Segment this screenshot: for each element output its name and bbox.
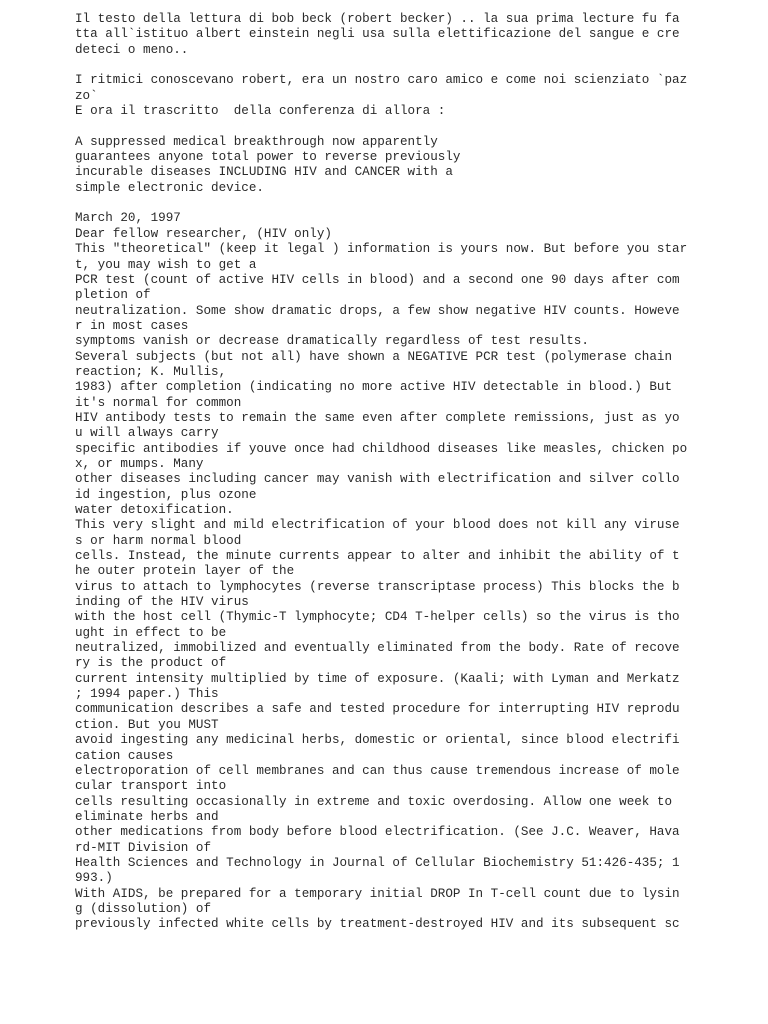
text-line: ry is the product of — [75, 656, 227, 671]
text-line: with the host cell (Thymic-T lymphocyte; CD4 T-helper cells) so the virus is tho — [75, 610, 680, 625]
text-line: avoid ingesting any medicinal herbs, domestic or oriental, since blood electrifi — [75, 733, 680, 748]
text-line: cation causes — [75, 748, 174, 763]
text-line: symptoms vanish or decrease dramatically regardless of test results. — [75, 334, 589, 349]
text-line: current intensity multiplied by time of exposure. (Kaali; with Lyman and Merkatz — [75, 671, 680, 686]
text-line: Several subjects (but not all) have shown a NEGATIVE PCR test (polymerase chain — [75, 349, 673, 364]
text-line: u will always carry — [75, 426, 219, 441]
text-line: other diseases including cancer may vanish with electrification and silver collo — [75, 472, 680, 487]
text-line: With AIDS, be prepared for a temporary initial DROP In T-cell count due to lysin — [75, 886, 680, 901]
text-line: specific antibodies if youve once had childhood diseases like measles, chicken po — [75, 441, 688, 456]
text-line: virus to attach to lymphocytes (reverse transcriptase process) This blocks the b — [75, 579, 680, 594]
text-line: eliminate herbs and — [75, 809, 219, 824]
text-line: other medications from body before blood electrification. (See J.C. Weaver, Hava — [75, 825, 680, 840]
text-line: Dear fellow researcher, (HIV only) — [75, 226, 332, 241]
text-line: 993.) — [75, 871, 113, 886]
text-line: Il testo della lettura di bob beck (robert becker) .. la sua prima lecture fu fa — [75, 12, 680, 26]
blank-line — [75, 119, 755, 134]
text-line: id ingestion, plus ozone — [75, 487, 257, 502]
text-line: communication describes a safe and tested procedure for interrupting HIV reprodu — [75, 702, 680, 717]
text-line: guarantees anyone total power to reverse previously — [75, 150, 461, 165]
text-line: cells. Instead, the minute currents appear to alter and inhibit the ability of t — [75, 549, 680, 564]
text-line: simple electronic device. — [75, 180, 264, 195]
blank-line — [75, 58, 755, 73]
text-line: cular transport into — [75, 779, 227, 794]
text-line: it's normal for common — [75, 395, 242, 410]
text-line: E ora il trascritto della conferenza di allora : — [75, 104, 446, 119]
text-line: This "theoretical" (keep it legal ) information is yours now. But before you star — [75, 242, 688, 257]
text-line: zo` — [75, 88, 98, 103]
text-line: s or harm normal blood — [75, 533, 242, 548]
text-line: ught in effect to be — [75, 625, 227, 640]
text-line: r in most cases — [75, 318, 189, 333]
text-line: tta all`istituo albert einstein negli usa sulla elettificazione del sangue e cre — [75, 27, 680, 42]
text-line: water detoxification. — [75, 503, 234, 517]
text-line: HIV antibody tests to remain the same even after complete remissions, just as yo — [75, 410, 680, 425]
text-line: 1983) after completion (indicating no more active HIV detectable in blood.) But — [75, 380, 673, 395]
blank-line — [75, 196, 755, 211]
text-line: Health Sciences and Technology in Journal of Cellular Biochemistry 51:426-435; 1 — [75, 855, 680, 870]
text-line: ; 1994 paper.) This — [75, 687, 219, 702]
text-line: A suppressed medical breakthrough now apparently — [75, 134, 438, 149]
text-line: he outer protein layer of the — [75, 564, 295, 579]
text-line: neutralization. Some show dramatic drops, a few show negative HIV counts. Howeve — [75, 303, 680, 318]
text-line: March 20, 1997 — [75, 211, 181, 226]
text-line: rd-MIT Division of — [75, 840, 212, 855]
text-line: I ritmici conoscevano robert, era un nostro caro amico e come noi scienziato `paz — [75, 73, 688, 88]
text-line: t, you may wish to get a — [75, 257, 257, 272]
text-line: incurable diseases INCLUDING HIV and CANCER with a — [75, 165, 453, 180]
text-line: This very slight and mild electrification of your blood does not kill any viruse — [75, 518, 680, 533]
text-line: inding of the HIV virus — [75, 595, 249, 610]
text-line: PCR test (count of active HIV cells in blood) and a second one 90 days after com — [75, 272, 680, 287]
text-line: cells resulting occasionally in extreme and toxic overdosing. Allow one week to — [75, 794, 673, 809]
text-line: previously infected white cells by treatment-destroyed HIV and its subsequent sc — [75, 917, 680, 932]
document-text — [75, 12, 755, 933]
text-line: electroporation of cell membranes and can thus cause tremendous increase of mole — [75, 763, 680, 778]
text-line: neutralized, immobilized and eventually eliminated from the body. Rate of recove — [75, 641, 680, 656]
text-line: deteci o meno.. — [75, 42, 189, 57]
text-line: ction. But you MUST — [75, 717, 219, 732]
text-line: pletion of — [75, 288, 151, 303]
text-line: x, or mumps. Many — [75, 456, 204, 471]
text-line: g (dissolution) of — [75, 901, 212, 916]
text-line: reaction; K. Mullis, — [75, 364, 227, 379]
